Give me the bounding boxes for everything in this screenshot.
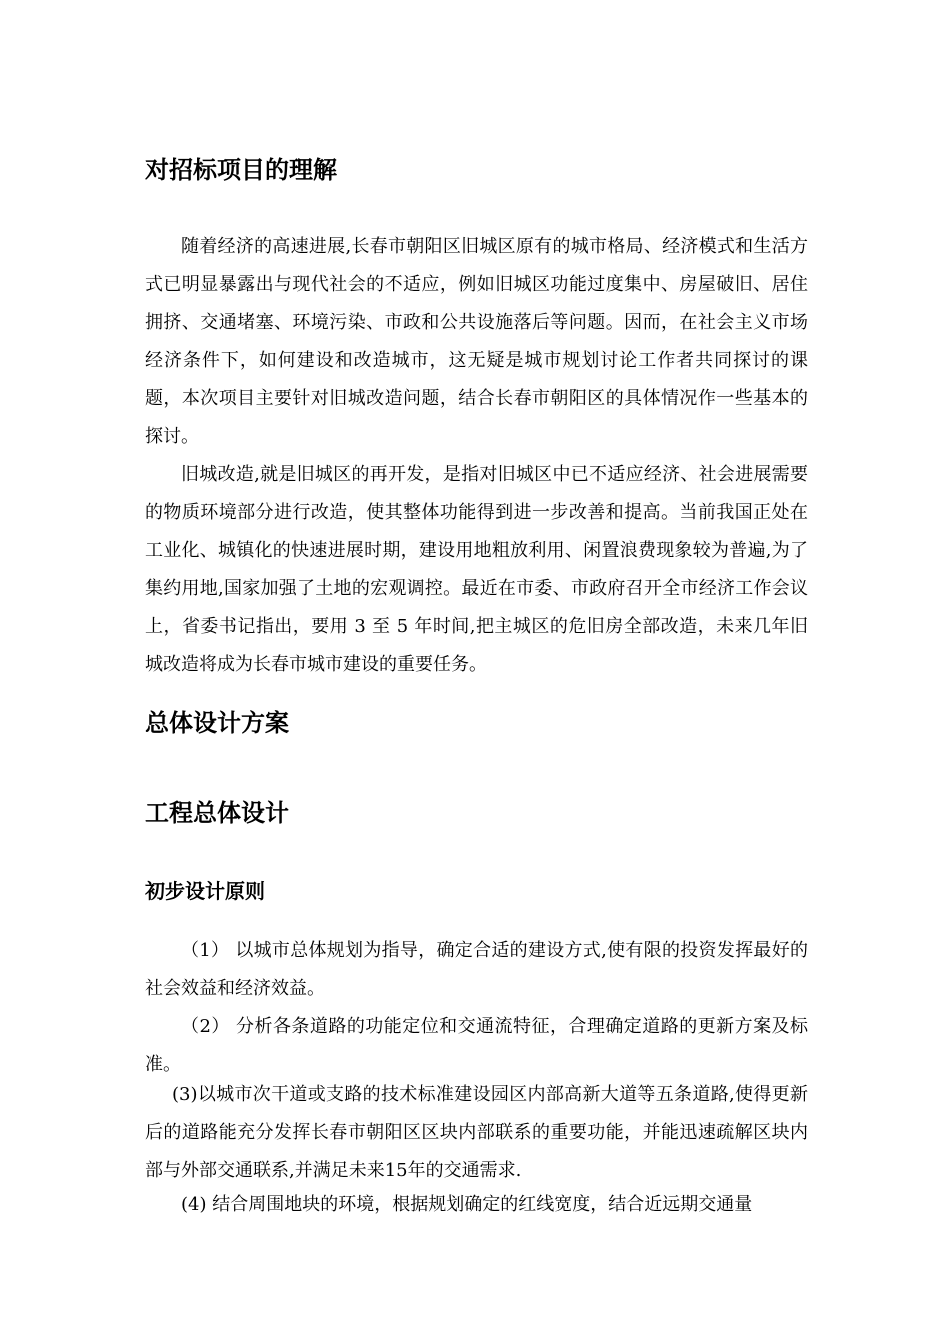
principle-item-3: (3)以城市次干道或支路的技术标准建设园区内部高新大道等五条道路,使得更新后的道路能充分发挥长春市朝阳区区块内部联系的重要功能，并能迅速疏解区块内部与外部交通联系,并满足未来15年的交通需求.	[145, 1084, 808, 1181]
principle-item-1: （1） 以城市总体规划为指导，确定合适的建设方式,使有限的投资发挥最好的社会效益和经济效益。	[145, 940, 808, 999]
section-title-overall-design: 总体设计方案	[145, 709, 289, 737]
paragraph-understanding-1: 随着经济的高速进展,长春市朝阳区旧城区原有的城市格局、经济模式和生活方式已明显暴露出与现代社会的不适应，例如旧城区功能过度集中、房屋破旧、居住拥挤、交通堵塞、环境污染、市政和公共设施落后等问题。因而，在社会主义市场经济条件下，如何建设和改造城市，这无疑是城市规划讨论工作者共同探讨的课题，本次项目主要针对旧城改造问题，结合长春市朝阳区的具体情况作一些基本的探讨。	[145, 236, 808, 447]
paragraph-understanding-2: 旧城改造,就是旧城区的再开发，是指对旧城区中已不适应经济、社会进展需要的物质环境部分进行改造，使其整体功能得到进一步改善和提高。当前我国正处在工业化、城镇化的快速进展时期，建设用地粗放利用、闲置浪费现象较为普遍,为了集约用地,国家加强了土地的宏观调控。最近在市委、市政府召开全市经济工作会议上，省委书记指出，要用 3 至 5 年时间,把主城区的危旧房全部改造，未来几年旧城改造将成为长春市城市建设的重要任务。	[145, 464, 808, 675]
principle-item-2: （2） 分析各条道路的功能定位和交通流特征，合理确定道路的更新方案及标准。	[145, 1016, 808, 1075]
section-title-understanding: 对招标项目的理解	[145, 156, 337, 184]
principle-item-4: (4) 结合周围地块的环境，根据规划确定的红线宽度，结合近远期交通量	[181, 1194, 753, 1215]
subsection-title-principles: 初步设计原则	[145, 879, 265, 903]
section-title-project-design: 工程总体设计	[145, 799, 289, 827]
